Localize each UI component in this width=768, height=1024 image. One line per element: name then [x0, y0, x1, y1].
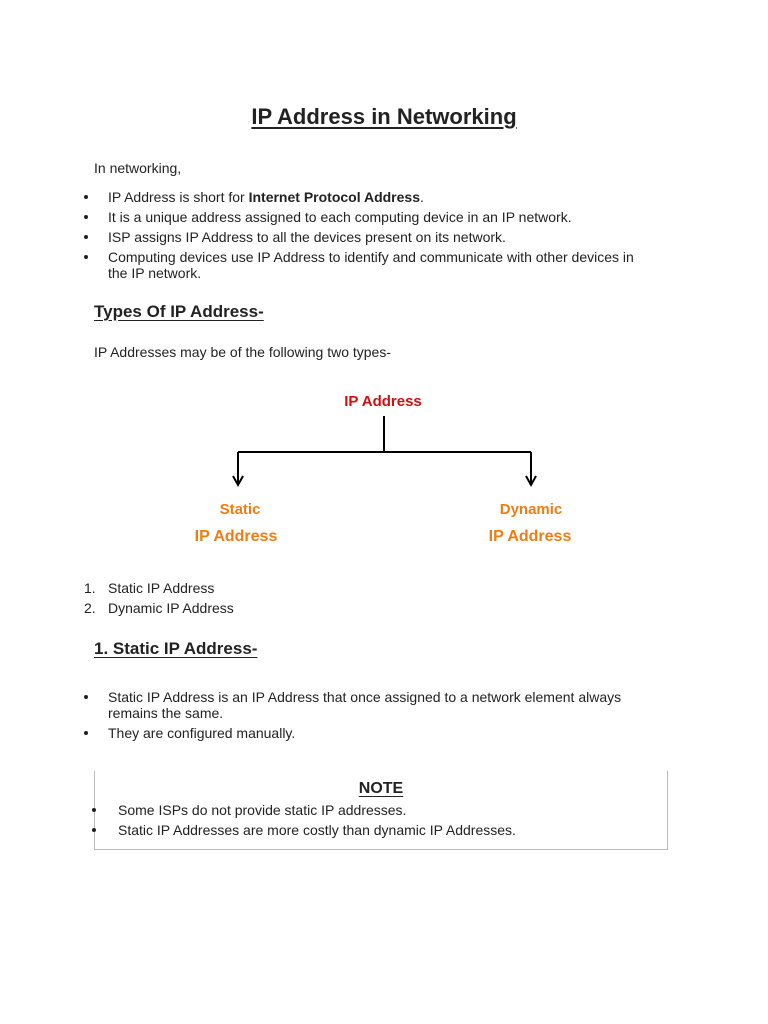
- diagram-left-label-line2: IP Address: [194, 528, 278, 545]
- list-item: ISP assigns IP Address to all the devices present on its network.: [84, 229, 684, 245]
- list-item: Static IP Addresses are more costly than dynamic IP Addresses.: [92, 822, 516, 838]
- diagram-left-label-line1: Static: [219, 501, 261, 518]
- bullet-icon: [84, 255, 88, 259]
- bold-term: Internet Protocol Address: [248, 189, 420, 205]
- list-item: They are configured manually.: [84, 725, 684, 741]
- list-number: 2.: [84, 600, 96, 616]
- bullet-icon: [92, 808, 96, 812]
- list-item: 2. Dynamic IP Address: [84, 600, 234, 616]
- bullet-icon: [84, 695, 88, 699]
- bullet-icon: [84, 195, 88, 199]
- bullet-icon: [84, 235, 88, 239]
- bullet-icon: [84, 215, 88, 219]
- intro-bullet-list: [84, 189, 684, 285]
- list-item: 1. Static IP Address: [84, 580, 215, 596]
- diagram-root-label: IP Address: [344, 393, 422, 410]
- types-numbered-list: [84, 580, 234, 620]
- ip-address-tree-diagram: [0, 380, 768, 560]
- list-number: 1.: [84, 580, 96, 596]
- list-item: IP Address is short for Internet Protocol Address.: [84, 189, 684, 205]
- diagram-right-label-line1: Dynamic: [499, 501, 563, 518]
- bullet-icon: [92, 828, 96, 832]
- bullet-icon: [84, 731, 88, 735]
- list-item: Computing devices use IP Address to identify and communicate with other devices in the IP network.: [84, 249, 684, 281]
- list-item: Some ISPs do not provide static IP addresses.: [92, 802, 516, 818]
- note-list: [92, 802, 516, 842]
- note-title: NOTE: [358, 780, 404, 797]
- list-item: It is a unique address assigned to each computing device in an IP network.: [84, 209, 684, 225]
- types-intro-text: IP Addresses may be of the following two types-: [94, 344, 392, 360]
- types-heading: Types Of IP Address-: [94, 302, 264, 321]
- note-box: [94, 771, 668, 850]
- list-item: Static IP Address is an IP Address that once assigned to a network element always remains the same.: [84, 689, 684, 721]
- page-title: IP Address in Networking: [251, 104, 517, 129]
- static-ip-heading: 1. Static IP Address-: [94, 639, 258, 658]
- static-bullet-list: [84, 689, 684, 745]
- diagram-right-label-line2: IP Address: [488, 528, 572, 545]
- intro-text: In networking,: [94, 160, 182, 176]
